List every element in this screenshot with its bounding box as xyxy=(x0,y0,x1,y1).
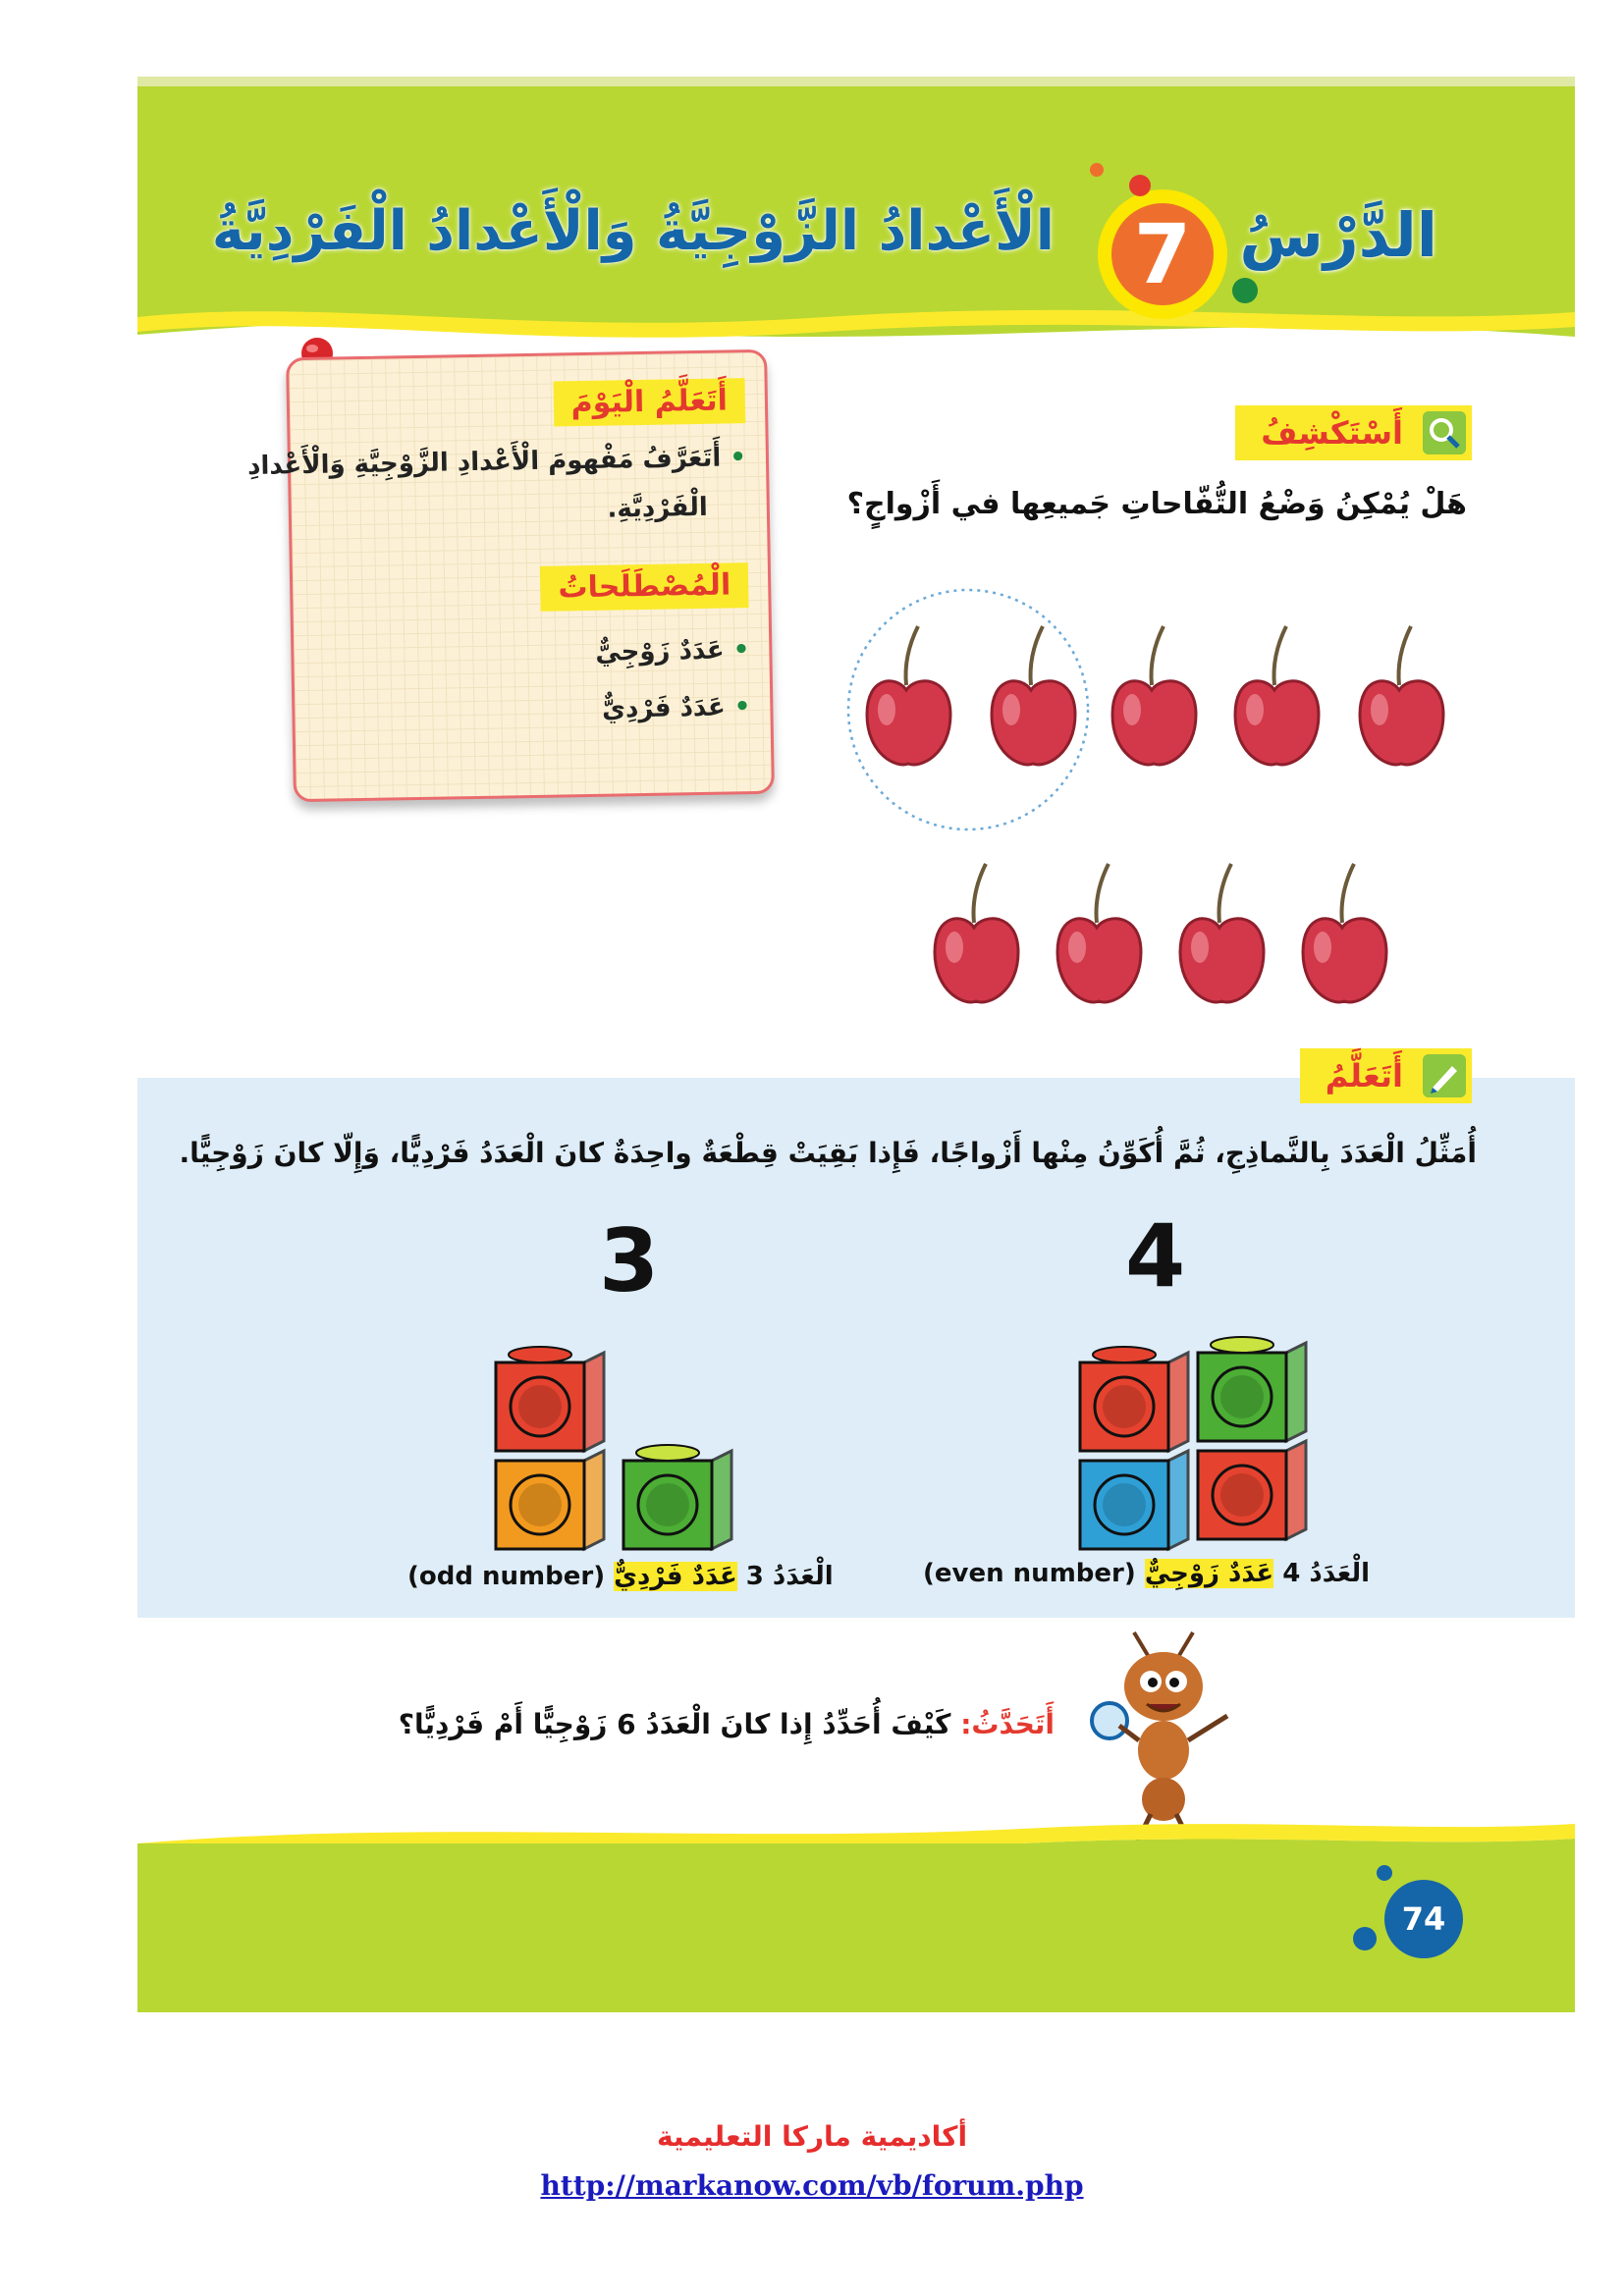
decor-dot xyxy=(1353,1927,1377,1950)
decor-dot xyxy=(1232,278,1258,303)
forum-link[interactable]: http://markanow.com/vb/forum.php xyxy=(540,2169,1084,2202)
term-item: • عَدَدٌ زَوْجِيٌّ xyxy=(595,635,750,667)
lesson-label: الدَّرْسُ xyxy=(1239,199,1437,271)
explore-tag xyxy=(1235,405,1472,460)
cherry xyxy=(867,626,950,765)
talk-question: كَيْفَ أُحَدِّدُ إِذا كانَ الْعَدَدُ 6 زَوْجِيًّا أَمْ فَرْدِيًّا؟ xyxy=(398,1708,951,1740)
cube-knob xyxy=(509,1347,571,1362)
cherry xyxy=(1112,626,1196,765)
objective-text: أَتَعَرَّفُ مَفْهومَ الْأَعْدادِ الزَّوْجِيَّةِ وَالْأَعْدادِ xyxy=(246,443,722,482)
cherry xyxy=(1235,626,1319,765)
lesson-title: الْأَعْدادُ الزَّوْجِيَّةُ وَالْأَعْدادُ الْفَرْدِيَّةُ xyxy=(211,199,1055,263)
cube-blue xyxy=(1080,1451,1188,1549)
term-text: عَدَدٌ زَوْجِيٌّ xyxy=(595,635,725,667)
even-term: عَدَدٌ زَوْجِيٌّ xyxy=(1144,1559,1274,1588)
cube-models xyxy=(486,1313,1370,1598)
objective-line: • أَتَعَرَّفُ مَفْهومَ الْأَعْدادِ الزَّوْجِيَّةِ وَالْأَعْدادِ xyxy=(246,443,747,482)
today-heading: أَتَعَلَّمُ الْيَوْمَ xyxy=(553,378,745,426)
learn-tag xyxy=(1300,1048,1472,1103)
cube-red xyxy=(496,1353,604,1451)
odd-number: 3 xyxy=(599,1210,660,1311)
textbook-page xyxy=(137,77,1575,2012)
decor-dot xyxy=(1090,163,1104,177)
cherry xyxy=(1360,626,1443,765)
cube-knob xyxy=(636,1445,699,1461)
cube-green xyxy=(623,1451,731,1549)
cube-knob xyxy=(1093,1347,1156,1362)
cherry xyxy=(992,626,1075,765)
explore-label: أَسْتَكْشِفُ xyxy=(1261,414,1403,452)
cherry xyxy=(1180,864,1264,1002)
odd-prefix: الْعَدَدُ 3 xyxy=(745,1562,834,1591)
odd-caption xyxy=(407,1562,834,1591)
cherry xyxy=(1057,864,1141,1002)
cube-red xyxy=(1198,1441,1306,1539)
talk-prompt xyxy=(399,1708,1055,1740)
page-number: 74 xyxy=(1384,1880,1463,1958)
cherry xyxy=(935,864,1018,1002)
even-prefix: الْعَدَدُ 4 xyxy=(1282,1559,1371,1588)
even-number: 4 xyxy=(1125,1205,1186,1307)
cube-red xyxy=(1080,1353,1188,1451)
even-caption xyxy=(923,1559,1370,1588)
learn-label: أَتَعَلَّمُ xyxy=(1325,1057,1403,1095)
lesson-number: 7 xyxy=(1111,203,1214,305)
lesson-number-badge xyxy=(1098,189,1227,319)
odd-english: (odd number) xyxy=(407,1562,606,1591)
academy-name: أكاديمية ماركا التعليمية xyxy=(656,2120,968,2153)
header-wave xyxy=(137,288,1575,366)
cube-orange xyxy=(496,1451,604,1549)
cherry xyxy=(1303,864,1386,1002)
learn-instruction: أُمَثِّلُ الْعَدَدَ بِالنَّماذِجِ، ثُمَّ أُكَوِّنُ مِنْها أَزْواجًا، فَإِذا بَقِيَتْ قِطْعَةٌ واحِدَةٌ كانَ الْعَدَدُ فَرْدِيًّا، وَإِلّا كانَ زَوْجِيًّا. xyxy=(179,1137,1477,1169)
even-english: (even number) xyxy=(923,1559,1136,1588)
objective-line-2: الْفَرْدِيَّةِ. xyxy=(607,492,709,524)
term-text: عَدَدٌ فَرْدِيٌّ xyxy=(601,692,726,724)
term-item: • عَدَدٌ فَرْدِيٌّ xyxy=(601,692,751,724)
odd-term: عَدَدٌ فَرْدِيٌّ xyxy=(614,1562,737,1591)
terms-heading: الْمُصْطَلَحاتُ xyxy=(540,562,749,612)
pencil-icon xyxy=(1423,1054,1466,1097)
explore-question: هَلْ يُمْكِنُ وَضْعُ التُّفّاحاتِ جَميعِها في أَزْواجٍ؟ xyxy=(846,487,1467,521)
talk-label: أَتَحَدَّثُ: xyxy=(960,1708,1055,1740)
cherries-illustration xyxy=(844,587,1473,1039)
decor-dot xyxy=(1377,1865,1392,1881)
learning-objectives-card xyxy=(246,349,775,802)
decor-dot xyxy=(1129,175,1151,196)
magnifier-icon xyxy=(1423,411,1466,454)
cube-knob xyxy=(1211,1337,1273,1353)
cube-green xyxy=(1198,1343,1306,1441)
